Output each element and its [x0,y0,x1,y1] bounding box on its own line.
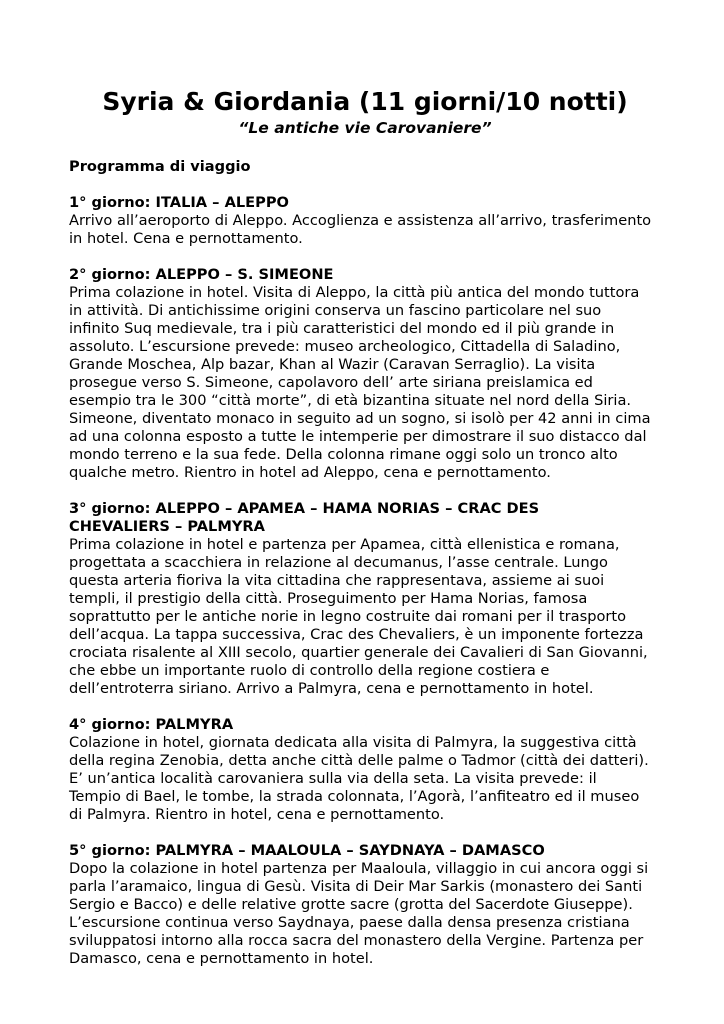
text-line: dell’entroterra siriano. Arrivo a Palmyra, cena e pernottamento in hotel. [69,680,594,697]
day-3-text [69,536,661,698]
document-subtitle: “Le antiche vie Carovaniere” [238,119,492,137]
text-line: Grande Moschea, Alp bazar, Khan al Wazir (Caravan Serraglio). La visita [69,356,596,373]
day-1-text [69,212,661,248]
day-4-section [69,716,661,824]
text-line: progettata a scacchiera in relazione al decumanus, l’asse centrale. Lungo [69,554,608,571]
text-line: E’ un’antica località carovaniera sulla via della seta. La visita prevede: il [69,770,597,787]
text-line: esempio tra le 300 “città morte”, di età bizantina situate nel nord della Siria. [69,392,632,409]
day-3-section [69,500,661,698]
text-line: in hotel. Cena e pernottamento. [69,230,303,247]
text-line: L’escursione continua verso Saydnaya, paese dalla densa presenza cristiana [69,914,630,931]
text-line: Prima colazione in hotel. Visita di Aleppo, la città più antica del mondo tuttora [69,284,640,301]
text-line: infinito Suq medievale, tra i più caratteristici del mondo ed il più grande in [69,320,615,337]
text-line: Tempio di Bael, le tombe, la strada colonnata, l’Agorà, l’anfiteatro ed il museo [69,788,640,805]
day-5-title: 5° giorno: PALMYRA – MAALOULA – SAYDNAYA – DAMASCO [69,842,545,859]
text-line: ad una colonna esposto a tutte le intemperie per dimostrare il suo distacco dal [69,428,647,445]
day-3-title [69,500,661,536]
text-line: Simeone, diventato monaco in seguito ad un sogno, si isolò per 42 anni in cima [69,410,651,427]
text-line: che ebbe un importante ruolo di controllo della regione costiera e [69,662,550,679]
text-line: Sergio e Bacco) e delle relative grotte sacre (grotta del Sacerdote Giuseppe). [69,896,633,913]
text-line: sviluppatosi intorno alla rocca sacra del monastero della Vergine. Partenza per [69,932,644,949]
day-4-title: 4° giorno: PALMYRA [69,716,234,733]
text-line: mondo terreno e la sua fede. Della colonna rimane oggi solo un tronco alto [69,446,618,463]
day-2-section [69,266,661,482]
text-line: in attività. Di antichissime origini conserva un fascino particolare nel suo [69,302,602,319]
text-line: questa arteria fioriva la vita cittadina che rappresentava, assieme ai suoi [69,572,605,589]
text-line: qualche metro. Rientro in hotel ad Aleppo, cena e pernottamento. [69,464,551,481]
text-line: soprattutto per le antiche norie in legno costruite dai romani per il trasporto [69,608,627,625]
text-line: Prima colazione in hotel e partenza per Apamea, città ellenistica e romana, [69,536,620,553]
text-line: Arrivo all’aeroporto di Aleppo. Accoglienza e assistenza all’arrivo, trasferimento [69,212,652,229]
day-5-section [69,842,661,968]
text-line: dell’acqua. La tappa successiva, Crac des Chevaliers, è un imponente fortezza [69,626,644,643]
day-1-title: 1° giorno: ITALIA – ALEPPO [69,194,289,211]
text-line: Colazione in hotel, giornata dedicata alla visita di Palmyra, la suggestiva città [69,734,637,751]
document-page [69,86,661,986]
text-line: parla l’aramaico, lingua di Gesù. Visita di Deir Mar Sarkis (monastero dei Santi [69,878,643,895]
text-line: prosegue verso S. Simeone, capolavoro dell’ arte siriana preislamica ed [69,374,593,391]
day-2-text [69,284,661,482]
day-5-text [69,860,661,968]
text-line: templi, il prestigio della città. Proseguimento per Hama Norias, famosa [69,590,588,607]
document-title: Syria & Giordania (11 giorni/10 notti) [102,87,628,116]
title-line: 3° giorno: ALEPPO – APAMEA – HAMA NORIAS – CRAC DES [69,500,540,517]
day-2-title: 2° giorno: ALEPPO – S. SIMEONE [69,266,334,283]
text-line: assoluto. L’escursione prevede: museo archeologico, Cittadella di Saladino, [69,338,621,355]
text-line: Damasco, cena e pernottamento in hotel. [69,950,374,967]
program-heading: Programma di viaggio [69,158,251,175]
text-line: di Palmyra. Rientro in hotel, cena e pernottamento. [69,806,445,823]
text-line: crociata risalente al XIII secolo, quartier generale dei Cavalieri di San Giovanni, [69,644,648,661]
text-line: della regina Zenobia, detta anche città delle palme o Tadmor (città dei datteri). [69,752,649,769]
day-4-text [69,734,661,824]
title-line: CHEVALIERS – PALMYRA [69,518,265,535]
day-1-section [69,194,661,248]
text-line: Dopo la colazione in hotel partenza per Maaloula, villaggio in cui ancora oggi si [69,860,649,877]
